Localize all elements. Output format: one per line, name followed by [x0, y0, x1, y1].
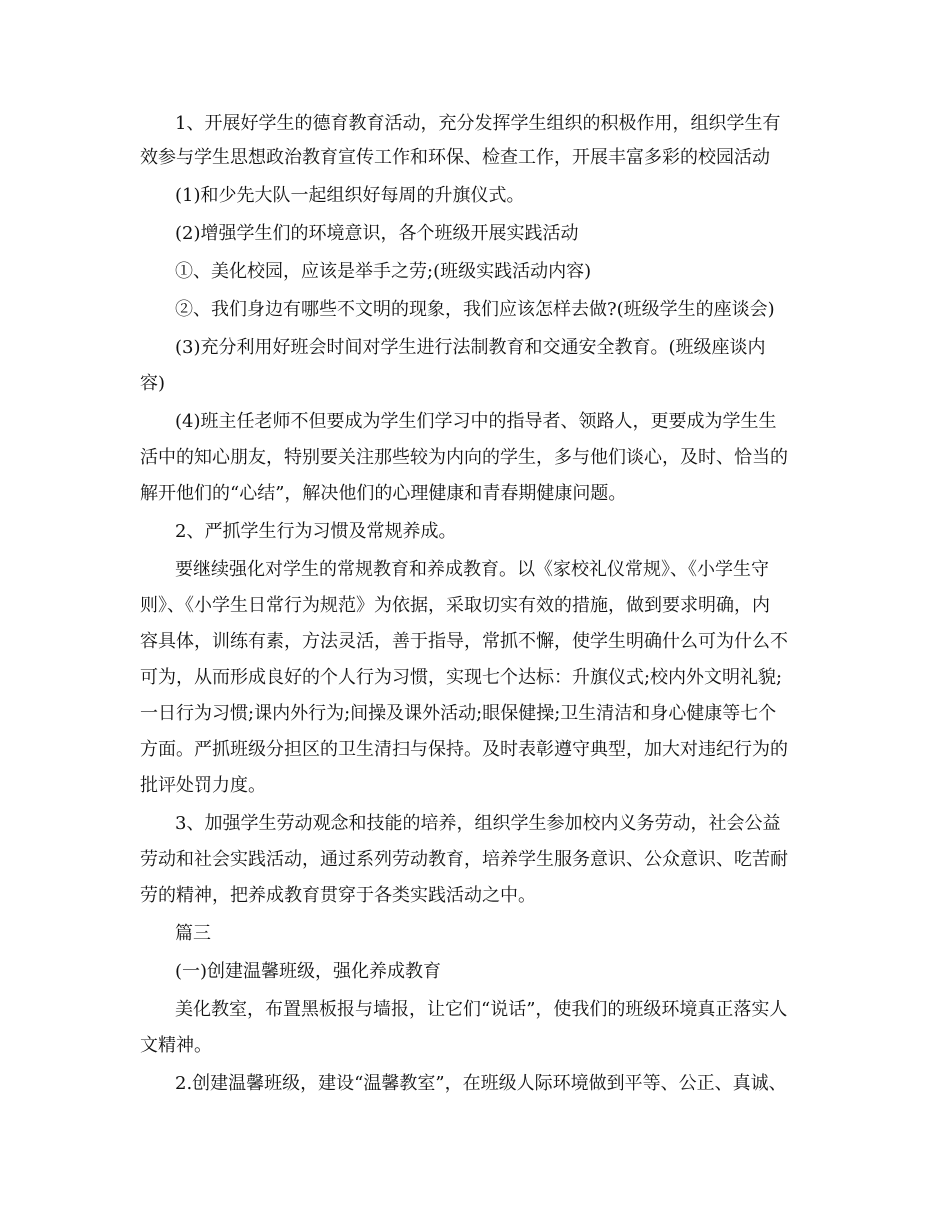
paragraph-4-line-2: 文精神。 [140, 1035, 212, 1056]
paragraph-4-line-1: 美化教室，布置黑板报与墙报，让它们“说话”，使我们的班级环境真正落实人 [175, 999, 788, 1020]
paragraph-3-line-3: 劳的精神，把养成教育贯穿于各类实践活动之中。 [140, 885, 536, 906]
subsection-heading: (一)创建温馨班级，强化养成教育 [175, 961, 442, 982]
item-1-3-line-1: (3)充分利用好班会时间对学生进行法制教育和交通安全教育。(班级座谈内 [175, 337, 766, 358]
paragraph-2-line-5: 一日行为习惯;课内外行为;间操及课外活动;眼保健操;卫生清洁和身心健康等七个 [140, 703, 777, 724]
paragraph-1-line-2: 效参与学生思想政治教育宣传工作和环保、检查工作，开展丰富多彩的校园活动 [140, 147, 770, 168]
item-1-3-line-2: 容) [140, 373, 166, 394]
item-1-2: (2)增强学生们的环境意识，各个班级开展实践活动 [175, 223, 579, 244]
paragraph-3-line-1: 3、加强学生劳动观念和技能的培养，组织学生参加校内义务劳动，社会公益 [175, 813, 781, 834]
item-1-4-line-1: (4)班主任老师不但要成为学生们学习中的指导者、领路人，更要成为学生生 [175, 411, 777, 432]
paragraph-1-line-1: 1、开展好学生的德育教育活动，充分发挥学生组织的积极作用，组织学生有 [175, 113, 781, 134]
paragraph-2-line-4: 可为，从而形成良好的个人行为习惯，实现七个达标：升旗仪式;校内外文明礼貌; [140, 667, 783, 688]
paragraph-5-line-1: 2.创建温馨班级，建设“温馨教室”，在班级人际环境做到平等、公正、真诚、 [175, 1073, 787, 1094]
paragraph-2-line-2: 则》、《小学生日常行为规范》为依据，采取切实有效的措施，做到要求明确，内 [140, 595, 770, 616]
paragraph-3-line-2: 劳动和社会实践活动，通过系列劳动教育，培养学生服务意识、公众意识、吃苦耐 [140, 849, 788, 870]
paragraph-2-line-1: 要继续强化对学生的常规教育和养成教育。以《家校礼仪常规》、《小学生守 [175, 559, 769, 580]
item-1-4-line-3: 解开他们的“心结”，解决他们的心理健康和青春期健康问题。 [140, 483, 627, 504]
section-heading: 篇三 [175, 923, 211, 944]
paragraph-2-heading: 2、严抓学生行为习惯及常规养成。 [175, 521, 457, 542]
subitem-2: ②、我们身边有哪些不文明的现象，我们应该怎样去做?(班级学生的座谈会) [175, 299, 775, 320]
subitem-1: ①、美化校园，应该是举手之劳;(班级实践活动内容) [175, 261, 592, 282]
paragraph-2-line-7: 批评处罚力度。 [140, 775, 266, 796]
paragraph-2-line-6: 方面。严抓班级分担区的卫生清扫与保持。及时表彰遵守典型，加大对违纪行为的 [140, 739, 788, 760]
item-1-4-line-2: 活中的知心朋友，特别要关注那些较为内向的学生，多与他们谈心，及时、恰当的 [140, 447, 788, 468]
item-1-1: (1)和少先大队一起组织好每周的升旗仪式。 [175, 185, 525, 206]
paragraph-2-line-3: 容具体，训练有素，方法灵活，善于指导，常抓不懈，使学生明确什么可为什么不 [140, 631, 788, 652]
